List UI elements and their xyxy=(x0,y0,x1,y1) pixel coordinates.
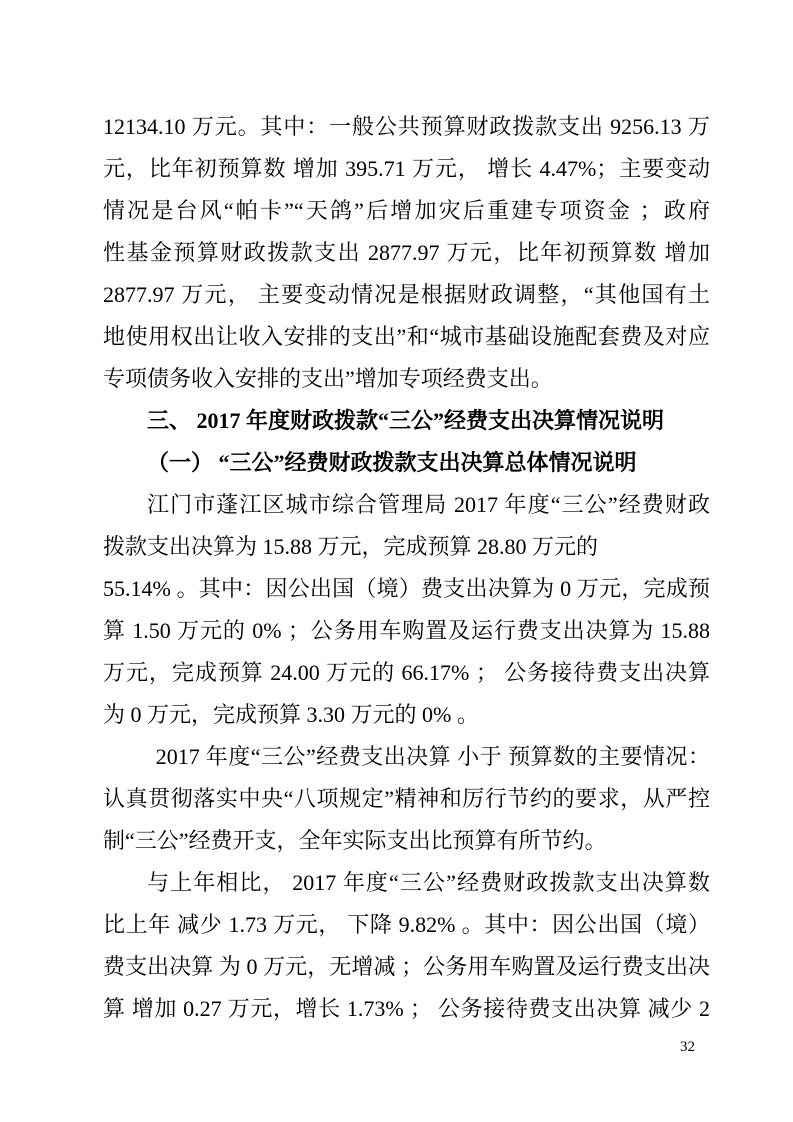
paragraph-three-public-funds-overall xyxy=(103,484,710,736)
paragraph-year-over-year-comparison xyxy=(103,862,710,1030)
heading-subsection-overall-situation xyxy=(103,442,710,484)
text-line: 江门市蓬江区城市综合管理局 2017 年度“三公”经费财政 xyxy=(147,492,710,517)
text-line: 比上年 减少 1.73 万元， 下降 9.82% 。其中：因公出国（境） xyxy=(103,912,710,937)
text-line: 算 增加 0.27 万元，增长 1.73% ； 公务接待费支出决算 减少 2 xyxy=(103,996,710,1021)
text-line: 地使用权出让收入安排的支出”和“城市基础设施配套费及对应 xyxy=(103,324,710,349)
text-line: 拨款支出决算为 15.88 万元，完成预算 28.80 万元的 xyxy=(103,534,599,559)
paragraph-below-budget-reasons xyxy=(103,736,710,862)
text-line: 专项债务收入安排的支出”增加专项经费支出。 xyxy=(103,366,553,391)
document-body xyxy=(103,106,710,1030)
text-line: 2017 年度“三公”经费支出决算 小于 预算数的主要情况： xyxy=(155,744,710,769)
text-line: 费支出决算 为 0 万元，无增减 ；公务用车购置及运行费支出决 xyxy=(103,954,710,979)
text-line: 性基金预算财政拨款支出 2877.97 万元，比年初预算数 增加 xyxy=(103,240,710,265)
text-line: 万元，完成预算 24.00 万元的 66.17% ； 公务接待费支出决算 xyxy=(103,660,710,685)
page-number: 32 xyxy=(680,1039,695,1055)
heading-section-three-public-funds-statement xyxy=(103,400,710,442)
text-line: 与上年相比， 2017 年度“三公”经费财政拨款支出决算数 xyxy=(147,870,710,895)
text-line: 为 0 万元，完成预算 3.30 万元的 0% 。 xyxy=(103,702,479,727)
text-line: 55.14% 。其中：因公出国（境）费支出决算为 0 万元，完成预 xyxy=(103,576,710,601)
text-line: 制“三公”经费开支，全年实际支出比预算有所节约。 xyxy=(103,828,607,853)
text-line: 情况是台风“帕卡”“天鸽”后增加灾后重建专项资金 ；政府 xyxy=(103,198,710,223)
text-line: 算 1.50 万元的 0% ；公务用车购置及运行费支出决算为 15.88 xyxy=(103,618,710,643)
text-line: （一） “三公”经费财政拨款支出决算总体情况说明 xyxy=(147,450,637,475)
text-line: 12134.10 万元。其中：一般公共预算财政拨款支出 9256.13 万 xyxy=(103,114,710,139)
text-line: 三、 2017 年度财政拨款“三公”经费支出决算情况说明 xyxy=(147,408,665,433)
text-line: 元，比年初预算数 增加 395.71 万元， 增长 4.47%；主要变动 xyxy=(103,156,710,181)
text-line: 认真贯彻落实中央“八项规定”精神和厉行节约的要求，从严控 xyxy=(103,786,710,811)
text-line: 2877.97 万元， 主要变动情况是根据财政调整，“其他国有土 xyxy=(103,282,710,307)
paragraph-budget-allocation-continued xyxy=(103,106,710,400)
